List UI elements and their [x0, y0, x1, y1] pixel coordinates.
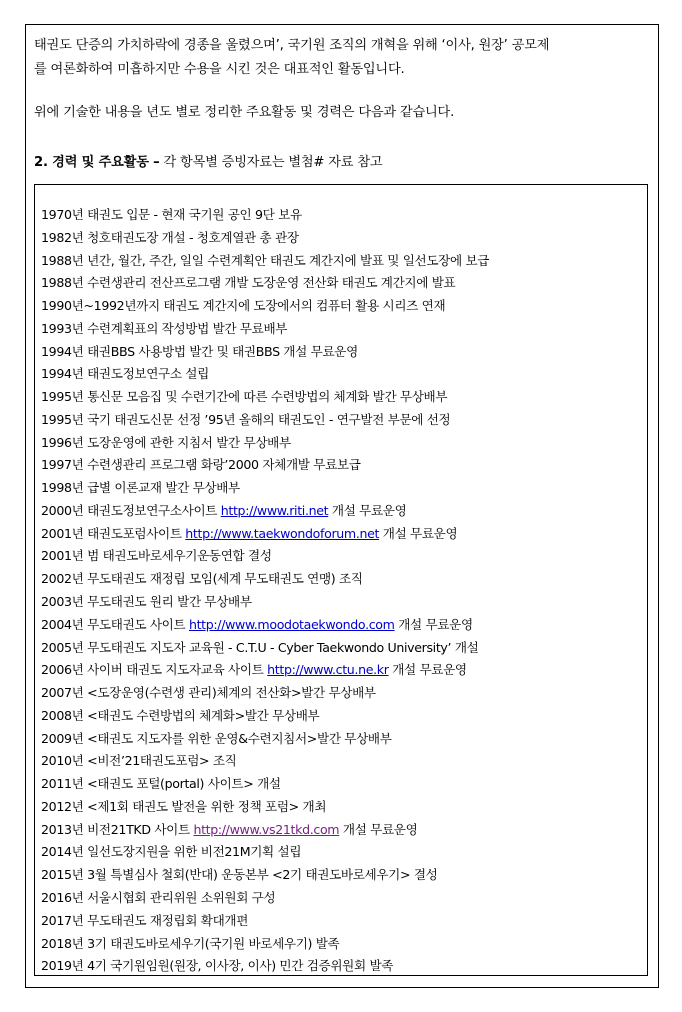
career-item	[41, 933, 641, 956]
career-item-text: 1970년 태권도 입문 - 현재 국기원 공인 9단 보유	[41, 207, 302, 222]
career-item	[41, 682, 641, 705]
career-item-link[interactable]: http://www.taekwondoforum.net	[185, 525, 380, 541]
career-item	[41, 750, 641, 773]
career-item-text: 2012년 <제1회 태권도 발전을 위한 정책 포럼> 개최	[41, 798, 327, 814]
career-item	[41, 659, 641, 682]
career-item	[41, 227, 641, 250]
career-item-text: 2007년 <도장운영(수련생 관리)체계의 전산화>발간 무상배부	[41, 685, 376, 701]
career-item-text: 2005년 무도태권도 지도자 교육원 - C.T.U - Cyber Taekwondo University’ 개설	[41, 639, 479, 655]
career-item	[41, 955, 641, 978]
career-item	[41, 841, 641, 864]
career-item	[41, 728, 641, 751]
career-item	[41, 409, 641, 432]
career-item-suffix: 개설 무료운영	[394, 616, 473, 632]
career-item-text: 2001년 범 태권도바로세우기운동연합 결성	[41, 548, 272, 564]
career-item-text: 2016년 서울시협회 관리위원 소위원회 구성	[41, 889, 276, 905]
career-item	[41, 637, 641, 660]
career-item-text: 1996년 도장운영에 관한 지침서 발간 무상배부	[41, 434, 291, 450]
career-item-text: 1994년 태권도정보연구소 설립	[41, 366, 209, 382]
career-item-text: 1995년 국기 태권도신문 선정 ’95년 올해의 태권도인 - 연구발전 부문에 선정	[41, 411, 451, 427]
summary-sentence: 위에 기술한 내용을 년도 별로 정리한 주요활동 및 경력은 다음과 같습니다.	[34, 105, 455, 120]
career-item-text: 2006년 사이버 태권도 지도자교육 사이트	[41, 662, 268, 678]
career-item	[41, 864, 641, 887]
career-item-text: 2013년 비전21TKD 사이트	[41, 821, 194, 837]
career-item-text: 1997년 수련생관리 프로그램 화랑’2000 자체개발 무료보급	[41, 457, 361, 473]
career-item	[41, 796, 641, 819]
section-note: 각 항목별 증빙자료는 별첨# 자료 참고	[159, 155, 383, 170]
career-item	[41, 545, 641, 568]
career-item	[41, 341, 641, 364]
career-item	[41, 204, 641, 227]
career-item	[41, 887, 641, 910]
career-item	[41, 454, 641, 477]
career-item-text: 2001년 태권도포럼사이트	[41, 525, 186, 541]
career-item	[41, 250, 641, 273]
career-item-text: 2000년 태권도정보연구소사이트	[41, 502, 221, 518]
career-item	[41, 591, 641, 614]
career-item-text: 2015년 3월 특별심사 철회(반대) 운동본부 <2기 태권도바로세우기> 결성	[41, 867, 438, 883]
career-item-link[interactable]: http://www.vs21tkd.com	[193, 821, 340, 837]
career-item	[41, 910, 641, 933]
career-item	[41, 614, 641, 637]
career-item	[41, 272, 641, 295]
career-item-text: 2018년 3기 태권도바로세우기(국기원 바로세우기) 발족	[41, 935, 340, 951]
career-item-text: 2017년 무도태권도 재정립회 확대개편	[41, 912, 249, 928]
career-item-text: 2011년 <태권도 포털(portal) 사이트> 개설	[41, 776, 281, 792]
career-item-link[interactable]: http://www.ctu.ne.kr	[267, 662, 389, 678]
intro-line-1: 태권도 단증의 가치하락에 경종을 울렸으며’, 국기원 조직의 개혁을 위해 ‘이사, 원장’ 공모제	[34, 38, 550, 53]
career-item-suffix: 개설 무료운영	[388, 662, 467, 678]
career-item-text: 2009년 <태권도 지도자를 위한 운영&수련지침서>발간 무상배부	[41, 730, 392, 746]
career-item	[41, 295, 641, 318]
intro-paragraph	[34, 34, 652, 82]
career-item-text: 2010년 <비전’21태권도포럼> 조직	[41, 753, 237, 769]
career-item	[41, 523, 641, 546]
career-item-text: 1988년 년간, 월간, 주간, 일일 수련계획안 태권도 계간지에 발표 및 일선도장에 보급	[41, 252, 490, 268]
career-item-text: 2019년 4기 국기원임원(원장, 이사장, 이사) 민간 검증위원회 발족	[41, 958, 394, 974]
career-item	[41, 500, 641, 523]
career-item-text: 1995년 통신문 모음집 및 수련기간에 따른 수련방법의 체계화 발간 무상배부	[41, 389, 448, 405]
career-item-text: 2004년 무도태권도 사이트	[41, 616, 189, 632]
career-item-text: 1998년 급별 이론교재 발간 무상배부	[41, 480, 240, 496]
career-item-text: 2002년 무도태권도 재정립 모임(세계 무도태권도 연맹) 조직	[41, 571, 363, 587]
career-item	[41, 432, 641, 455]
career-item	[41, 477, 641, 500]
career-item	[41, 318, 641, 341]
career-item-text: 1988년 수련생관리 전산프로그램 개발 도장운영 전산화 태권도 계간지에 발표	[41, 275, 456, 291]
career-item	[41, 819, 641, 842]
career-item-text: 1982년 청호태권도장 개설 - 청호계열관 총 관장	[41, 229, 299, 245]
career-item-text: 1990년~1992년까지 태권도 계간지에 도장에서의 컴퓨터 활용 시리즈 연재	[41, 298, 446, 314]
career-item-text: 2003년 무도태권도 원리 발간 무상배부	[41, 594, 252, 610]
section-title: 2. 경력 및 주요활동 –	[34, 155, 160, 170]
career-item-link[interactable]: http://www.riti.net	[220, 502, 329, 518]
career-item-text: 1994년 태권BBS 사용방법 발간 및 태권BBS 개설 무료운영	[41, 343, 358, 359]
career-item	[41, 386, 641, 409]
intro-line-2: 를 여론화하여 미흡하지만 수용을 시킨 것은 대표적인 활동입니다.	[34, 62, 405, 77]
career-item	[41, 705, 641, 728]
career-item-text: 1993년 수련계획표의 작성방법 발간 무료배부	[41, 320, 288, 336]
career-item-text: 2008년 <태권도 수련방법의 체계화>발간 무상배부	[41, 707, 320, 723]
career-item	[41, 568, 641, 591]
career-item-link[interactable]: http://www.moodotaekwondo.com	[188, 616, 395, 632]
career-item-suffix: 개설 무료운영	[328, 502, 407, 518]
career-item-text: 2014년 일선도장지원을 위한 비전21M기획 설립	[41, 844, 302, 860]
career-list	[41, 204, 641, 978]
career-item-suffix: 개설 무료운영	[339, 821, 418, 837]
career-item-suffix: 개설 무료운영	[379, 525, 458, 541]
career-item	[41, 773, 641, 796]
section-heading	[34, 153, 652, 173]
career-item	[41, 363, 641, 386]
